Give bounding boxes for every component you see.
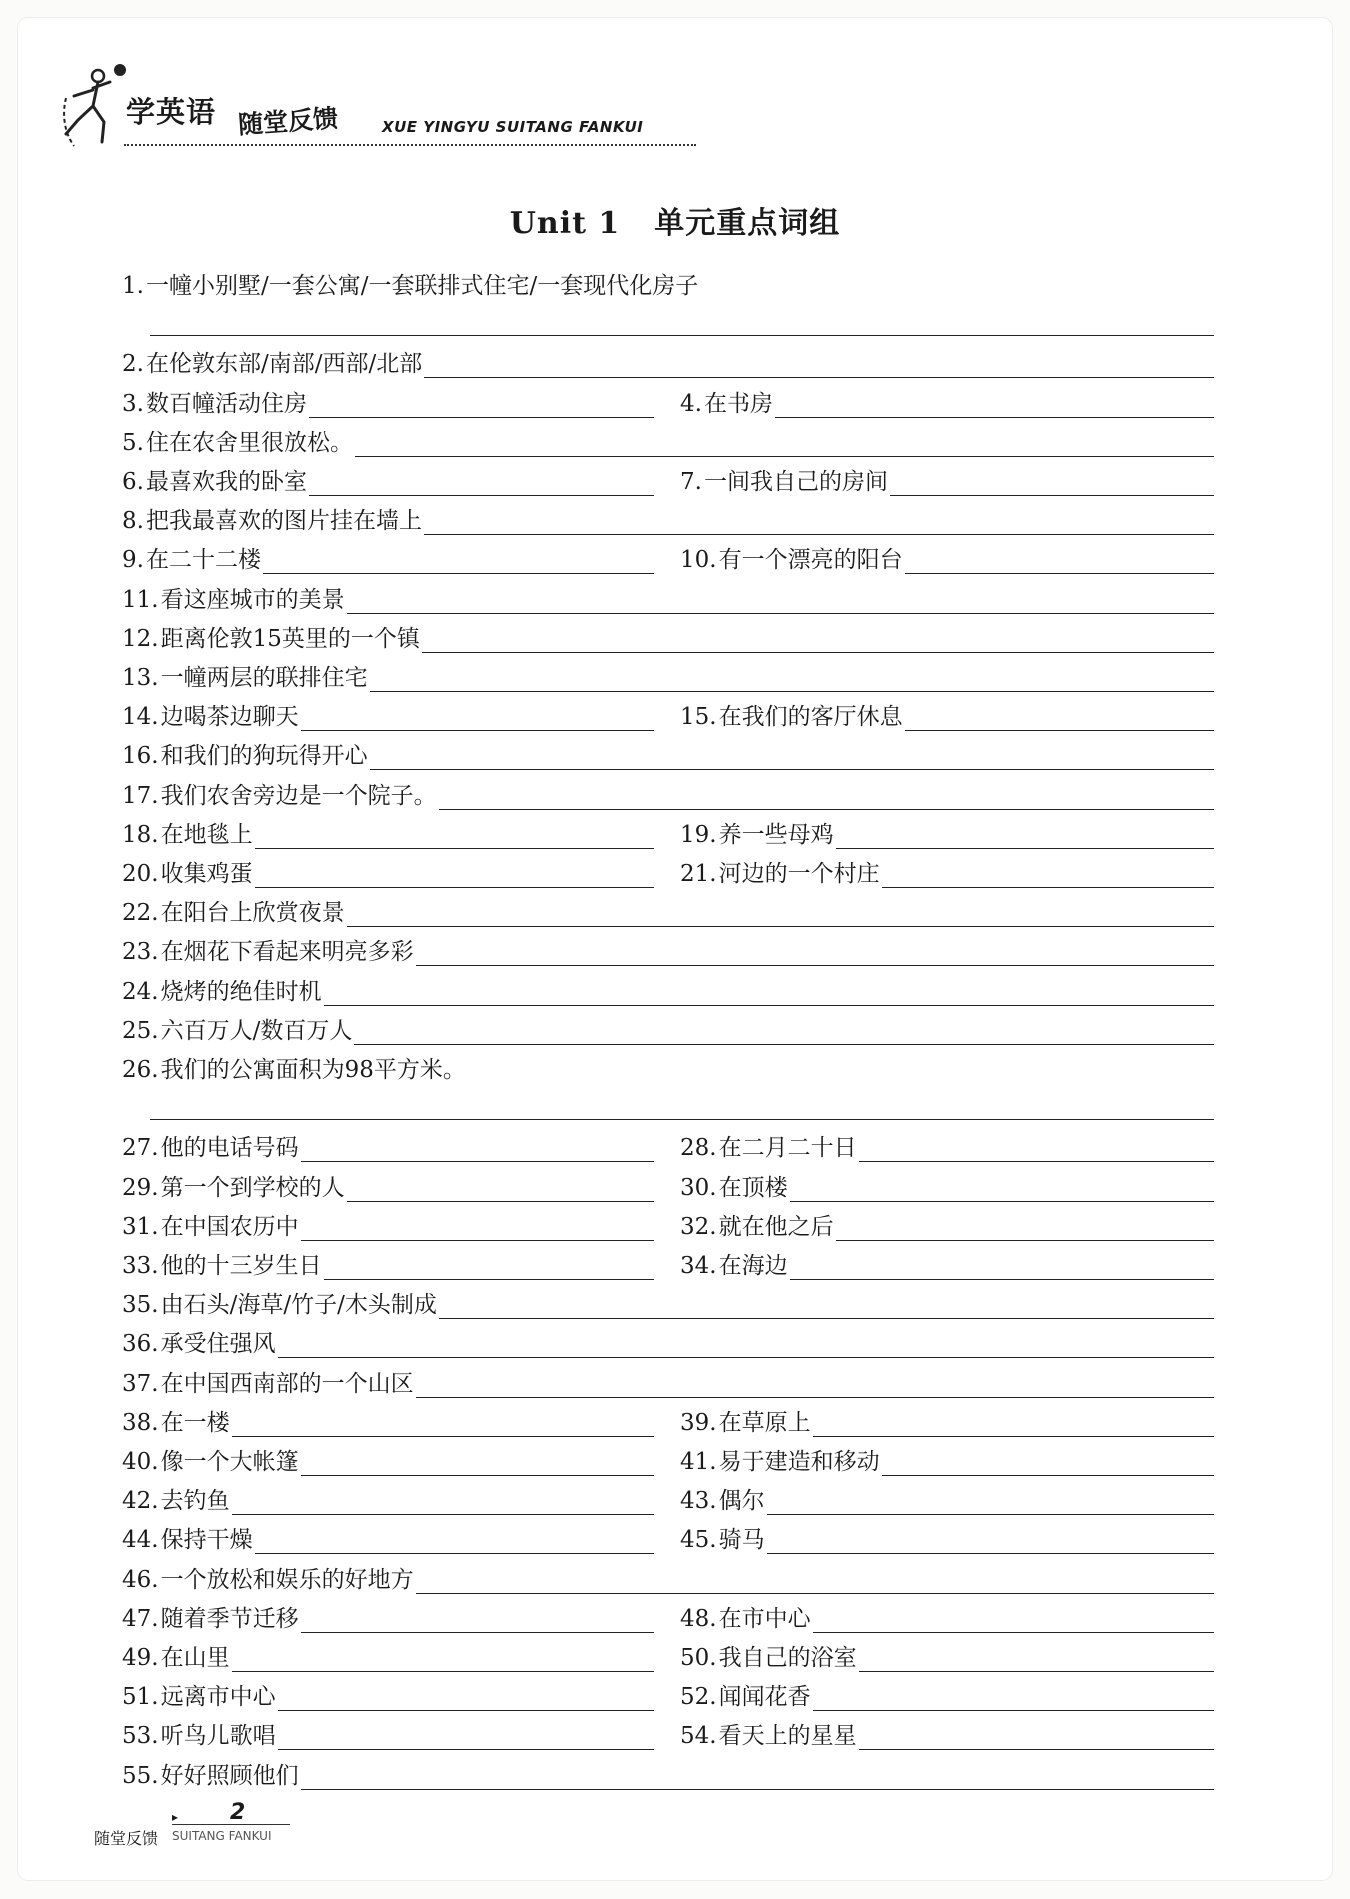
answer-blank[interactable] [278,1683,654,1711]
item-number: 9. [122,547,144,574]
phrase-item [122,540,654,574]
item-number: 30. [680,1174,717,1201]
answer-blank[interactable] [301,1448,654,1476]
item-number: 8. [122,508,144,535]
item-prompt: 边喝茶边聊天 [160,704,299,731]
item-prompt: 偶尔 [718,1488,765,1515]
item-prompt: 和我们的狗玩得开心 [160,743,368,770]
item-prompt: 养一些母鸡 [718,821,834,848]
item-prompt: 一间我自己的房间 [703,469,888,495]
item-prompt: 由石头/海草/竹子/木头制成 [160,1292,437,1319]
answer-blank[interactable] [263,546,654,574]
item-number: 50. [680,1645,717,1671]
phrase-item [122,619,1214,653]
runner-figure-icon [60,62,130,152]
footer-label-cn: 随堂反馈 [94,1829,159,1848]
item-prompt: 在市中心 [718,1605,811,1632]
phrase-item [680,1168,1214,1202]
phrase-item [680,540,1214,574]
answer-blank[interactable] [416,1370,1214,1398]
answer-blank[interactable] [232,1409,654,1437]
item-number: 15. [680,704,717,731]
answer-blank[interactable] [790,1174,1214,1202]
item-prompt: 他的十三岁生日 [160,1253,322,1279]
footer-label-en: SUITANG FANKUI [172,1829,272,1843]
item-number: 53. [122,1723,159,1750]
item-number: 14. [122,704,159,731]
answer-blank[interactable] [890,468,1214,496]
page-title [0,198,1350,242]
phrase-item [680,697,1214,731]
item-number: 13. [122,665,159,691]
item-prompt: 有一个漂亮的阳台 [718,547,903,574]
answer-blank[interactable] [767,1526,1214,1554]
item-prompt: 我们的公寓面积为98平方米。 [160,1057,466,1083]
phrase-item [680,1677,1214,1711]
item-number: 4. [680,390,702,417]
item-prompt: 距离伦敦15英里的一个镇 [160,625,420,652]
item-prompt: 易于建造和移动 [718,1449,880,1475]
answer-blank[interactable] [301,1134,654,1162]
answer-blank[interactable] [813,1605,1214,1633]
item-number: 32. [680,1213,717,1240]
phrase-item [122,580,1214,614]
answer-blank[interactable] [424,507,1214,535]
item-number: 42. [122,1488,159,1515]
item-prompt: 远离市中心 [160,1684,276,1711]
item-number: 26. [122,1057,159,1083]
answer-blank[interactable] [416,938,1214,966]
answer-blank[interactable] [439,782,1214,810]
phrase-item [122,1520,654,1554]
item-prompt: 在中国西南部的一个山区 [160,1370,414,1397]
item-prompt: 河边的一个村庄 [718,861,880,887]
item-prompt: 六百万人/数百万人 [160,1017,353,1044]
answer-blank[interactable] [324,1252,654,1280]
answer-blank[interactable] [150,1119,1214,1120]
answer-blank[interactable] [324,978,1214,1006]
phrase-item [680,1403,1214,1437]
item-number: 5. [122,429,144,456]
answer-blank[interactable] [347,1174,654,1202]
item-number: 23. [122,939,159,966]
phrase-item [122,1756,1214,1790]
item-prompt: 听鸟儿歌唱 [160,1723,276,1750]
item-number: 46. [122,1566,159,1593]
item-number: 10. [680,547,717,574]
item-prompt: 数百幢活动住房 [145,390,307,417]
phrase-item [122,1324,1214,1358]
item-number: 7. [680,469,702,495]
answer-blank[interactable] [354,1017,1214,1045]
phrase-item [680,854,1214,888]
item-prompt: 在伦敦东部/南部/西部/北部 [145,351,423,378]
item-prompt: 随着季节迁移 [160,1605,299,1632]
answer-blank[interactable] [278,1722,654,1750]
answer-blank[interactable] [767,1487,1214,1515]
phrase-item [122,1677,654,1711]
answer-blank[interactable] [255,1526,654,1554]
item-number: 19. [680,821,717,848]
phrase-item [122,1638,654,1672]
logo-title-sub: 随堂反馈 [237,103,340,140]
answer-blank[interactable] [859,1722,1214,1750]
phrase-item [680,1638,1214,1672]
logo-title-en: XUE YINGYU SUITANG FANKUI [382,118,644,136]
phrase-item [122,1403,654,1437]
item-number: 52. [680,1684,717,1711]
item-prompt: 最喜欢我的卧室 [145,469,307,495]
answer-blank[interactable] [836,821,1214,849]
item-number: 55. [122,1762,159,1789]
answer-blank[interactable] [232,1644,654,1672]
page-footer [94,1800,314,1868]
phrase-item [122,815,654,849]
answer-blank[interactable] [370,742,1214,770]
phrase-item [122,893,1214,927]
item-prompt: 在草原上 [718,1409,811,1436]
answer-blank[interactable] [813,1409,1214,1437]
answer-blank[interactable] [370,664,1214,692]
answer-blank[interactable] [905,703,1214,731]
item-prompt: 在一楼 [160,1409,230,1436]
logo-title-main: 学英语 [126,95,217,129]
item-number: 11. [122,586,159,613]
item-number: 48. [680,1605,717,1632]
header-logo [60,62,660,152]
phrase-item [680,462,1214,496]
item-number: 40. [122,1449,159,1475]
item-prompt: 在烟花下看起来明亮多彩 [160,939,414,966]
item-prompt: 住在农舍里很放松。 [145,429,353,456]
phrase-item [122,736,1214,770]
item-number: 36. [122,1331,159,1358]
item-number: 6. [122,469,144,495]
item-number: 49. [122,1645,159,1671]
item-number: 47. [122,1605,159,1632]
item-number: 24. [122,978,159,1005]
page-number: 2 [230,1800,246,1825]
phrase-item [122,932,1214,966]
arrow-icon: ▸ [172,1810,179,1824]
item-prompt: 就在他之后 [718,1213,834,1240]
item-number: 38. [122,1409,159,1436]
item-prompt: 第一个到学校的人 [160,1174,345,1201]
item-prompt: 在顶楼 [718,1174,788,1201]
answer-blank[interactable] [355,429,1214,457]
item-prompt: 在二十二楼 [145,547,261,574]
item-prompt: 在阳台上欣赏夜景 [160,900,345,927]
item-number: 18. [122,821,159,848]
answer-blank[interactable] [422,625,1214,653]
answer-blank[interactable] [813,1683,1214,1711]
item-prompt: 保持干燥 [160,1527,253,1554]
answer-blank[interactable] [278,1330,1214,1358]
phrase-item [122,972,1214,1006]
phrase-item [680,384,1214,418]
answer-blank[interactable] [301,1605,654,1633]
phrase-item [680,1520,1214,1554]
phrase-item [122,266,1214,300]
item-prompt: 骑马 [718,1527,765,1554]
item-number: 16. [122,743,159,770]
answer-blank[interactable] [836,1213,1214,1241]
phrase-item [122,1246,654,1280]
item-number: 22. [122,900,159,927]
answer-blank[interactable] [255,821,654,849]
item-prompt: 一幢小别墅/一套公寓/一套联排式住宅/一套现代化房子 [145,273,699,299]
logo-dotted-line [124,144,696,146]
phrase-item [122,1285,1214,1319]
phrase-item [122,423,1214,457]
item-number: 54. [680,1723,717,1750]
phrase-item [680,1599,1214,1633]
answer-blank[interactable] [416,1566,1214,1594]
phrase-item [122,1716,654,1750]
answer-blank[interactable] [905,546,1214,574]
answer-blank[interactable] [347,899,1214,927]
phrase-item [680,815,1214,849]
phrase-item [122,1011,1214,1045]
item-prompt: 我们农舍旁边是一个院子。 [160,782,437,809]
phrase-item [122,776,1214,810]
item-prompt: 在地毯上 [160,821,253,848]
answer-blank[interactable] [790,1252,1214,1280]
item-number: 12. [122,625,159,652]
answer-blank[interactable] [150,335,1214,336]
section-label: 单元重点词组 [654,206,841,241]
answer-blank[interactable] [347,586,1214,614]
phrase-item [122,658,1214,692]
item-prompt: 烧烤的绝佳时机 [160,978,322,1005]
item-prompt: 承受住强风 [160,1331,276,1358]
phrase-item [122,1560,1214,1594]
item-number: 1. [122,273,144,299]
item-prompt: 我自己的浴室 [718,1645,857,1671]
item-prompt: 在山里 [160,1645,230,1671]
item-prompt: 在我们的客厅休息 [718,704,903,731]
phrase-item [680,1207,1214,1241]
phrase-item [122,1442,654,1476]
phrase-item [122,1364,1214,1398]
item-number: 45. [680,1527,717,1554]
item-number: 3. [122,390,144,417]
item-number: 25. [122,1017,159,1044]
item-prompt: 一个放松和娱乐的好地方 [160,1566,414,1593]
phrase-item [122,854,654,888]
item-number: 2. [122,351,144,378]
item-number: 31. [122,1213,159,1240]
answer-blank[interactable] [882,1448,1214,1476]
item-number: 29. [122,1174,159,1201]
item-prompt: 在海边 [718,1253,788,1279]
phrase-item [680,1246,1214,1280]
answer-blank[interactable] [859,1644,1214,1672]
answer-blank[interactable] [232,1487,654,1515]
item-number: 28. [680,1135,717,1162]
phrase-item [680,1128,1214,1162]
item-number: 27. [122,1135,159,1162]
item-number: 51. [122,1684,159,1711]
phrase-item [122,1168,654,1202]
item-number: 37. [122,1370,159,1397]
phrase-item [122,1481,654,1515]
phrase-item [680,1442,1214,1476]
item-number: 17. [122,782,159,809]
item-number: 34. [680,1253,717,1279]
item-number: 44. [122,1527,159,1554]
item-number: 21. [680,861,717,887]
item-prompt: 一幢两层的联排住宅 [160,665,368,691]
item-number: 41. [680,1449,717,1475]
phrase-item [122,1599,654,1633]
footer-divider [172,1824,290,1825]
answer-blank[interactable] [309,390,654,418]
item-prompt: 在二月二十日 [718,1135,857,1162]
unit-label: Unit 1 [509,206,621,241]
item-prompt: 去钓鱼 [160,1488,230,1515]
answer-blank[interactable] [439,1291,1214,1319]
phrase-item [122,462,654,496]
answer-blank[interactable] [301,703,654,731]
item-prompt: 看天上的星星 [718,1723,857,1750]
answer-blank[interactable] [301,1762,1214,1790]
phrase-item [122,501,1214,535]
item-prompt: 把我最喜欢的图片挂在墙上 [145,508,422,535]
item-prompt: 在中国农历中 [160,1213,299,1240]
phrase-item [122,1128,654,1162]
phrase-item [680,1481,1214,1515]
item-number: 35. [122,1292,159,1319]
item-prompt: 在书房 [703,390,773,417]
answer-blank[interactable] [859,1134,1214,1162]
item-number: 43. [680,1488,717,1515]
item-prompt: 他的电话号码 [160,1135,299,1162]
answer-blank[interactable] [255,860,654,888]
phrase-item [122,1050,1214,1084]
answer-blank[interactable] [301,1213,654,1241]
phrase-item [122,344,1214,378]
answer-blank[interactable] [424,350,1214,378]
phrase-item [122,384,654,418]
phrase-item [122,1207,654,1241]
phrase-item [122,697,654,731]
item-prompt: 看这座城市的美景 [160,586,345,613]
answer-blank[interactable] [775,390,1214,418]
item-prompt: 好好照顾他们 [160,1762,299,1789]
item-number: 39. [680,1409,717,1436]
item-number: 33. [122,1253,159,1279]
item-prompt: 闻闻花香 [718,1684,811,1711]
answer-blank[interactable] [309,468,654,496]
item-prompt: 收集鸡蛋 [160,861,253,887]
item-prompt: 像一个大帐篷 [160,1449,299,1475]
phrase-item [680,1716,1214,1750]
answer-blank[interactable] [882,860,1214,888]
item-number: 20. [122,861,159,887]
